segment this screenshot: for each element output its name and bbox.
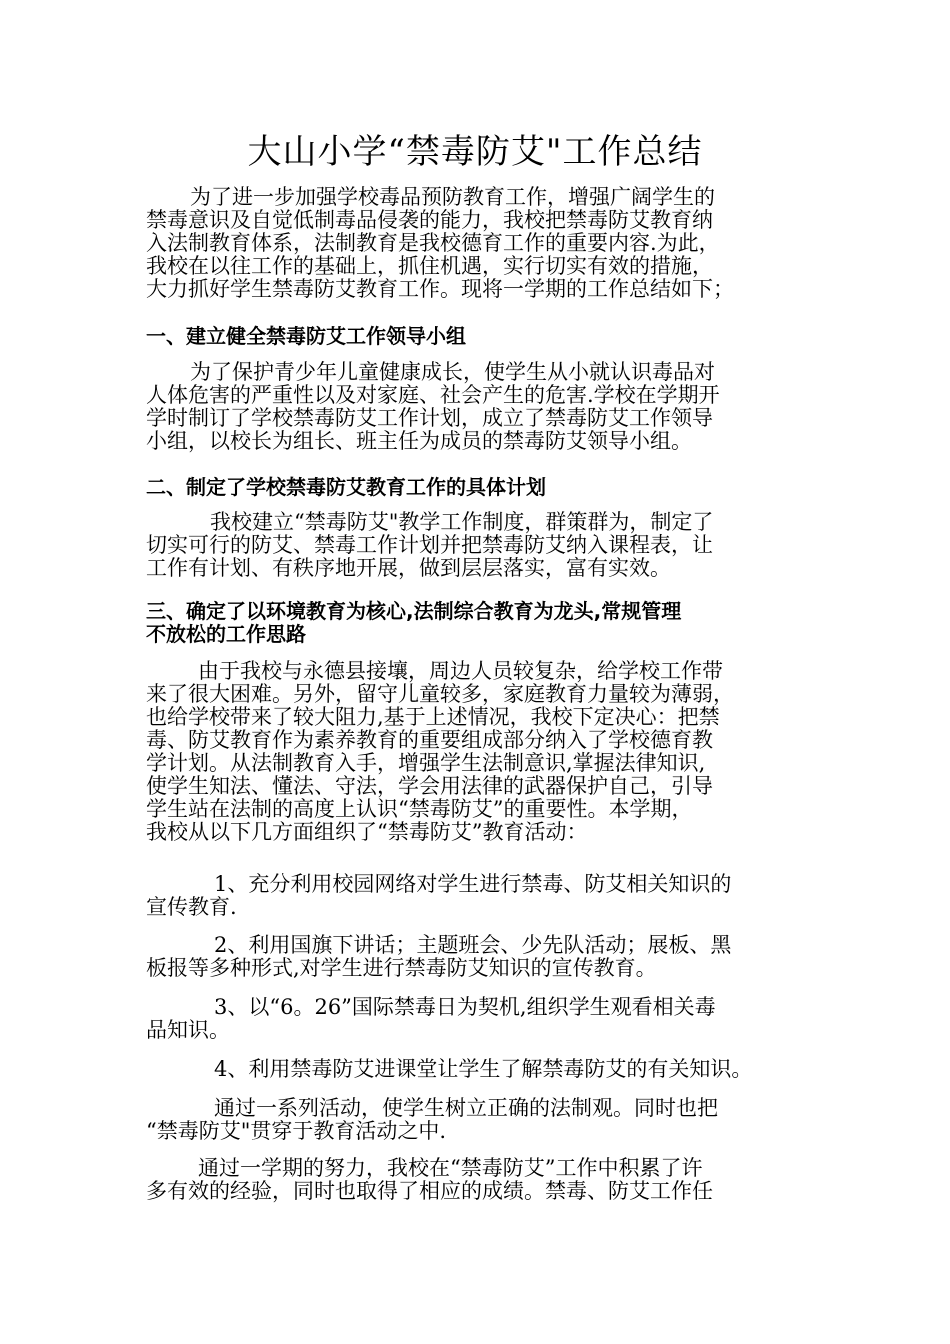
conclusion-line: 通过一学期的努力，我校在“禁毒防艾”工作中积累了许 bbox=[198, 1156, 703, 1180]
section-1-line: 学时制订了学校禁毒防艾工作计划，成立了禁毒防艾工作领导 bbox=[146, 406, 713, 430]
section-2-heading-text: 二、制定了学校禁毒防艾教育工作的具体计划 bbox=[146, 475, 546, 499]
list-item-line: 3、以“6。26”国际禁毒日为契机,组织学生观看相关毒 bbox=[214, 995, 716, 1019]
intro-paragraph bbox=[146, 186, 816, 301]
section-3-line: 学计划。从法制教育入手，增强学生法制意识,掌握法律知识, bbox=[146, 751, 706, 775]
section-1-line: 为了保护青少年儿童健康成长，使学生从小就认识毒品对 bbox=[190, 360, 715, 384]
intro-line: 为了进一步加强学校毒品预防教育工作，增强广阔学生的 bbox=[190, 185, 715, 209]
section-1-paragraph bbox=[146, 361, 816, 453]
section-3-heading-text: 三、确定了以环境教育为核心,法制综合教育为龙头,常规管理 bbox=[146, 599, 682, 623]
list-item-line: 4、利用禁毒防艾进课堂让学生了解禁毒防艾的有关知识。 bbox=[214, 1057, 753, 1081]
summary-line: “禁毒防艾"贯穿于教育活动之中. bbox=[146, 1119, 447, 1143]
summary-paragraph bbox=[146, 1097, 816, 1143]
section-3-line: 也给学校带来了较大阻力,基于上述情况，我校下定决心：把禁 bbox=[146, 705, 720, 729]
section-3-line: 毒、防艾教育作为素养教育的重要组成部分纳入了学校德育教 bbox=[146, 728, 713, 752]
section-3-line: 来了很大困难。另外，留守儿童较多，家庭教育力量较为薄弱， bbox=[146, 682, 734, 706]
intro-line: 我校在以往工作的基础上，抓住机遇，实行切实有效的措施， bbox=[146, 254, 713, 278]
section-3-line: 使学生知法、懂法、守法，学会用法律的武器保护自己，引导 bbox=[146, 774, 713, 798]
section-3-line: 我校从以下几方面组织了“禁毒防艾”教育活动： bbox=[146, 820, 588, 844]
section-3-line: 由于我校与永德县接壤，周边人员较复杂，给学校工作带 bbox=[198, 659, 723, 683]
conclusion-paragraph bbox=[146, 1157, 816, 1203]
section-1-heading-text: 一、建立健全禁毒防艾工作领导小组 bbox=[146, 324, 466, 348]
list-item-line: 1、充分利用校园网络对学生进行禁毒、防艾相关知识的 bbox=[214, 872, 732, 896]
section-3-line: 学生站在法制的高度上认识“禁毒防艾”的重要性。本学期， bbox=[146, 797, 693, 821]
list-item-3 bbox=[146, 996, 816, 1042]
section-2-line: 工作有计划、有秩序地开展，做到层层落实，富有实效。 bbox=[146, 556, 671, 580]
list-item-4 bbox=[146, 1058, 816, 1081]
list-item-line: 2、利用国旗下讲话；主题班会、少先队活动；展板、黑 bbox=[214, 933, 732, 957]
section-1-heading bbox=[146, 325, 826, 348]
conclusion-line: 多有效的经验，同时也取得了相应的成绩。禁毒、防艾工作任 bbox=[146, 1179, 713, 1203]
intro-line: 禁毒意识及自觉低制毒品侵袭的能力，我校把禁毒防艾教育纳 bbox=[146, 208, 713, 232]
intro-line: 大力抓好学生禁毒防艾教育工作。现将一学期的工作总结如下； bbox=[146, 277, 734, 301]
section-2-line: 我校建立“禁毒防艾"教学工作制度，群策群为，制定了 bbox=[210, 510, 714, 534]
section-1-line: 人体危害的严重性以及对家庭、社会产生的危害.学校在学期开 bbox=[146, 383, 720, 407]
section-3-heading-text: 不放松的工作思路 bbox=[146, 622, 306, 646]
section-2-line: 切实可行的防艾、禁毒工作计划并把禁毒防艾纳入课程表，让 bbox=[146, 533, 713, 557]
list-item-line: 品知识。 bbox=[146, 1018, 230, 1042]
list-item-line: 板报等多种形式,对学生进行禁毒防艾知识的宣传教育。 bbox=[146, 956, 657, 980]
section-3-paragraph bbox=[146, 660, 816, 844]
summary-line: 通过一系列活动，使学生树立正确的法制观。同时也把 bbox=[214, 1096, 718, 1120]
section-1-line: 小组，以校长为组长、班主任为成员的禁毒防艾领导小组。 bbox=[146, 429, 692, 453]
list-item-2 bbox=[146, 934, 816, 980]
section-2-heading bbox=[146, 476, 826, 499]
list-item-1 bbox=[146, 873, 816, 919]
document-title: 大山小学“禁毒防艾"工作总结 bbox=[247, 132, 703, 172]
list-item-line: 宣传教育. bbox=[146, 895, 237, 919]
section-3-heading bbox=[146, 600, 826, 646]
section-2-paragraph bbox=[146, 511, 816, 580]
intro-line: 入法制教育体系，法制教育是我校德育工作的重要内容.为此， bbox=[146, 231, 720, 255]
